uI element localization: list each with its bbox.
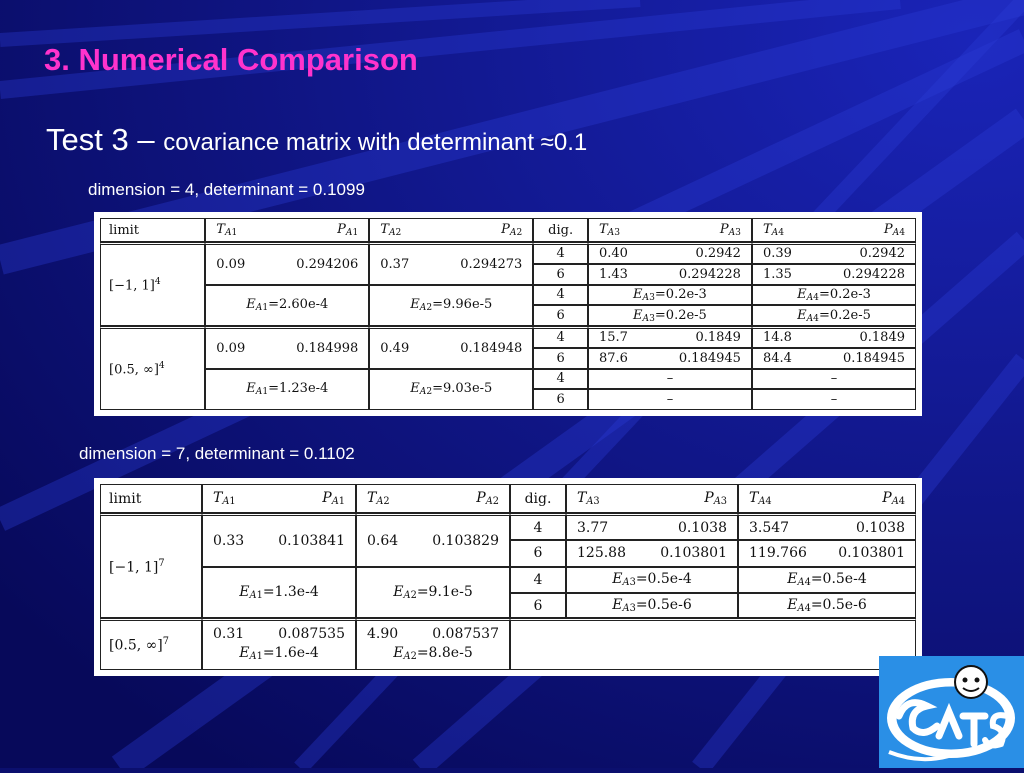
- header-a1: $T_{A1}$ $P_{A1}$: [202, 484, 356, 513]
- table2-caption: dimension = 7, determinant = 0.1102: [79, 444, 355, 463]
- cats-logo-icon: [879, 656, 1024, 768]
- header-a1: $T_{A1}$ $P_{A1}$: [205, 218, 369, 242]
- header-a4: $T_{A4}$ $P_{A4}$: [738, 484, 916, 513]
- a4-error: $E_{A4}=0.5e-6$: [738, 593, 916, 619]
- header-dig: dig.: [510, 484, 566, 513]
- dig-cell: 6: [510, 540, 566, 567]
- a1-values: 0.33 0.103841: [202, 513, 356, 567]
- table1-header-row: [100, 218, 916, 242]
- table-row: [100, 618, 916, 670]
- dig-cell: 4: [533, 285, 588, 306]
- table2: [100, 484, 916, 670]
- limit-cell: [0.5, ∞]$^7$: [100, 618, 202, 670]
- a2-values: 0.37 0.294273: [369, 242, 533, 285]
- dig-cell: 6: [510, 593, 566, 619]
- table-row: [100, 513, 916, 540]
- table1-caption: dimension = 4, determinant = 0.1099: [88, 180, 365, 199]
- dig-cell: 4: [510, 513, 566, 540]
- a1-values: 0.09 0.184998: [205, 326, 369, 369]
- a4-values: 119.766 0.103801: [738, 540, 916, 567]
- dig-cell: 4: [510, 567, 566, 593]
- dig-cell: 6: [533, 305, 588, 326]
- a2-error: $E_{A2}=9.96e-5$: [369, 285, 533, 326]
- a4-values: 0.39 0.2942: [752, 242, 916, 264]
- a4-error: $E_{A4}=0.2e-5$: [752, 305, 916, 326]
- a4-values: 84.4 0.184945: [752, 348, 916, 369]
- a2-error: $E_{A2}=9.03e-5$: [369, 369, 533, 411]
- a4-error: $E_{A4}=0.2e-3$: [752, 285, 916, 306]
- dig-cell: 6: [533, 264, 588, 285]
- a1-values: 0.09 0.294206: [205, 242, 369, 285]
- limit-cell: [−1, 1]$^4$: [100, 242, 205, 326]
- header-limit: limit: [100, 218, 205, 242]
- limit-cell: [0.5, ∞]$^4$: [100, 326, 205, 410]
- a3-values: 15.7 0.1849: [588, 326, 752, 348]
- a2-values: 0.64 0.103829: [356, 513, 510, 567]
- table-row: [100, 285, 916, 306]
- a2-values: 4.90 0.087537 $E_{A2}=8.8e-5$: [356, 618, 510, 670]
- a3-error: $E_{A3}=0.2e-3$: [588, 285, 752, 306]
- table1: [100, 218, 916, 410]
- a3-error: $E_{A3}=0.2e-5$: [588, 305, 752, 326]
- dig-cell: 4: [533, 369, 588, 390]
- a1-values: 0.31 0.087535 $E_{A1}=1.6e-4$: [202, 618, 356, 670]
- a1-error: $E_{A1}=2.60e-4$: [205, 285, 369, 326]
- a3-values: 0.40 0.2942: [588, 242, 752, 264]
- a3-values: 1.43 0.294228: [588, 264, 752, 285]
- empty-cell: [510, 618, 916, 670]
- a2-error: $E_{A2}=9.1e-5$: [356, 567, 510, 619]
- dig-cell: 6: [533, 348, 588, 369]
- a3-error: $E_{A3}=0.5e-4$: [566, 567, 738, 593]
- table1-panel: [94, 212, 922, 416]
- a4-values: 3.547 0.1038: [738, 513, 916, 540]
- a4-values: 14.8 0.1849: [752, 326, 916, 348]
- table-row: [100, 369, 916, 390]
- subtitle-detail: covariance matrix with determinant ≈0.1: [163, 129, 588, 156]
- a4-dash: –: [752, 389, 916, 410]
- slide-subtitle: [46, 122, 587, 158]
- a4-values: 1.35 0.294228: [752, 264, 916, 285]
- a3-error: $E_{A3}=0.5e-6$: [566, 593, 738, 619]
- a3-values: 3.77 0.1038: [566, 513, 738, 540]
- dig-cell: 6: [533, 389, 588, 410]
- header-a2: $T_{A2}$ $P_{A2}$: [356, 484, 510, 513]
- a4-dash: –: [752, 369, 916, 390]
- dig-cell: 4: [533, 326, 588, 348]
- a2-values: 0.49 0.184948: [369, 326, 533, 369]
- a3-dash: –: [588, 369, 752, 390]
- table-row: [100, 567, 916, 593]
- dig-cell: 4: [533, 242, 588, 264]
- header-a2: $T_{A2}$ $P_{A2}$: [369, 218, 533, 242]
- a3-dash: –: [588, 389, 752, 410]
- a3-values: 125.88 0.103801: [566, 540, 738, 567]
- a3-values: 87.6 0.184945: [588, 348, 752, 369]
- a1-error: $E_{A1}=1.3e-4$: [202, 567, 356, 619]
- header-a3: $T_{A3}$ $P_{A3}$: [588, 218, 752, 242]
- table-row: [100, 242, 916, 264]
- table2-header-row: [100, 484, 916, 513]
- header-limit: limit: [100, 484, 202, 513]
- subtitle-main: Test 3 –: [46, 122, 164, 157]
- a4-error: $E_{A4}=0.5e-4$: [738, 567, 916, 593]
- header-a3: $T_{A3}$ $P_{A3}$: [566, 484, 738, 513]
- limit-cell: [−1, 1]$^7$: [100, 513, 202, 618]
- header-a4: $T_{A4}$ $P_{A4}$: [752, 218, 916, 242]
- header-dig: dig.: [533, 218, 588, 242]
- table-row: [100, 326, 916, 348]
- slide-title: 3. Numerical Comparison: [44, 42, 418, 77]
- table2-panel: [94, 478, 922, 676]
- cats-logo: [879, 656, 1024, 768]
- a1-error: $E_{A1}=1.23e-4$: [205, 369, 369, 411]
